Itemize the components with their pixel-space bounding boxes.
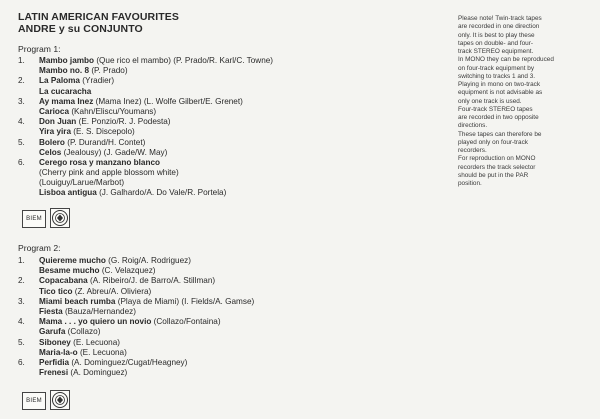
track-title: Maria-la-o: [39, 347, 78, 357]
track-row: [18, 348, 318, 358]
track-title: Fiesta: [39, 306, 63, 316]
track-text: [39, 178, 124, 188]
track-title: Mambo jambo: [39, 56, 95, 65]
note-line: on four-track equipment by: [458, 64, 535, 72]
track-number: 5.: [18, 337, 25, 347]
track-row: [18, 138, 318, 148]
playback-note: [458, 15, 590, 188]
track-title: Besame mucho: [39, 266, 100, 276]
track-title: Carioca: [39, 106, 70, 116]
track-row: [18, 266, 318, 276]
track-text: [39, 276, 215, 286]
album-title: LATIN AMERICAN FAVOURITES: [18, 11, 179, 23]
track-number: 3.: [18, 296, 25, 306]
track-title: La cucaracha: [39, 86, 92, 96]
track-text: [39, 66, 128, 76]
track-credits: (J. Galhardo/A. Do Vale/R. Portela): [99, 188, 227, 198]
track-text: [39, 297, 254, 307]
track-text: [39, 256, 191, 266]
track-title: Don Juan: [39, 117, 77, 127]
track-number: 2.: [18, 276, 25, 286]
program-1-tracklist: [18, 56, 318, 199]
track-row: [18, 368, 318, 378]
track-number: 6.: [18, 357, 25, 367]
track-title: Miami beach rumba: [39, 296, 116, 306]
track-credits: (E. Ponzio/R. J. Podesta): [78, 117, 171, 127]
track-text: [39, 266, 156, 276]
track-row: [18, 307, 318, 317]
track-text: [39, 168, 179, 178]
program-2-tracklist: [18, 256, 318, 378]
track-number: 2.: [18, 76, 25, 86]
note-line: recorders.: [458, 147, 487, 154]
track-title: La Paloma: [39, 76, 80, 86]
biem-logo: BIEM: [22, 210, 46, 228]
track-row: [18, 127, 318, 137]
track-title: Mama . . . yo quiero un novio: [39, 317, 152, 327]
track-number: 4.: [18, 317, 25, 327]
track-row: [18, 76, 318, 86]
track-text: [39, 327, 100, 337]
track-credits: (Collazo): [67, 327, 101, 337]
note-line: track STEREO equipment.: [458, 48, 534, 55]
note-line: In MONO they can be reproduced: [458, 56, 554, 64]
track-title: Frenesi: [39, 368, 69, 378]
program-1-label: Program 1:: [18, 44, 61, 54]
track-row: [18, 158, 318, 168]
track-credits: (E. Lecuona): [79, 347, 127, 357]
track-text: [39, 56, 273, 66]
track-row: [18, 66, 318, 76]
track-text: [39, 188, 226, 198]
rights-society-seal-icon: [50, 390, 70, 410]
track-credits: (E. S. Discepolo): [73, 127, 135, 137]
track-row: [18, 327, 318, 337]
track-credits: (Que rico el mambo) (P. Prado/R. Karl/C. Towne): [96, 56, 274, 65]
track-title: Siboney: [39, 337, 71, 347]
track-credits: (Bauza/Hernandez): [64, 306, 136, 316]
track-text: [39, 87, 91, 97]
note-line: equipment is not advisable as: [458, 89, 543, 97]
note-line: position.: [458, 180, 482, 187]
note-line: switching to tracks 1 and 3.: [458, 72, 536, 80]
note-line: played only on four-track: [458, 138, 528, 146]
track-number: 3.: [18, 96, 25, 106]
track-credits: (A. Dominguez): [70, 368, 128, 378]
track-row: [18, 338, 318, 348]
program-2-label: Program 2:: [18, 243, 61, 253]
track-row: [18, 178, 318, 188]
track-title: Mambo no. 8: [39, 66, 90, 76]
track-credits: (Collazo/Fontaina): [153, 317, 221, 327]
track-row: [18, 97, 318, 107]
track-row: [18, 168, 318, 178]
track-title: Quiereme mucho: [39, 256, 106, 265]
track-credits: (P. Prado): [91, 66, 128, 76]
note-line: Please note! Twin-track tapes: [458, 15, 542, 22]
note-line: only one track is used.: [458, 97, 522, 105]
artist-name: ANDRE y su CONJUNTO: [18, 23, 143, 35]
track-credits: (Playa de Miami) (I. Fields/A. Gamse): [117, 296, 255, 306]
track-text: [39, 287, 151, 297]
track-text: [39, 368, 127, 378]
track-row: [18, 117, 318, 127]
track-title: Cerego rosa y manzano blanco: [39, 157, 161, 167]
track-row: [18, 297, 318, 307]
note-line: These tapes can therefore be: [458, 130, 542, 138]
track-credits: (Kahn/Eliscu/Youmans): [71, 106, 157, 116]
note-line: recorders the track selector: [458, 163, 536, 171]
track-text: [39, 138, 145, 148]
track-text: [39, 148, 167, 158]
note-line: are recorded in one direction: [458, 23, 540, 31]
track-number: 5.: [18, 137, 25, 147]
track-text: [39, 338, 120, 348]
track-number: 1.: [18, 256, 25, 265]
track-text: [39, 348, 127, 358]
track-credits: (Yradier): [82, 76, 115, 86]
track-credits: (Louiguy/Larue/Marbot): [39, 178, 125, 188]
track-text: [39, 307, 136, 317]
track-title: Perfidia: [39, 357, 70, 367]
track-row: [18, 256, 318, 266]
track-row: [18, 358, 318, 368]
track-title: Yira yira: [39, 127, 72, 137]
track-credits: (A. Dominguez/Cugat/Heagney): [71, 357, 188, 367]
note-line: directions.: [458, 122, 488, 130]
track-number: 1.: [18, 56, 25, 65]
track-credits: (C. Velazquez): [101, 266, 156, 276]
track-title: Bolero: [39, 137, 65, 147]
note-line: only. It is best to play these: [458, 31, 535, 39]
track-row: [18, 107, 318, 117]
note-line: tapes on double- and four-: [458, 39, 533, 47]
track-credits: (G. Roig/A. Rodriguez): [108, 256, 191, 265]
track-text: [39, 127, 135, 137]
track-text: [39, 76, 114, 86]
track-title: Celos: [39, 147, 62, 157]
track-title: Ay mama Inez: [39, 96, 94, 106]
track-row: [18, 317, 318, 327]
track-title: Copacabana: [39, 276, 88, 286]
biem-logo: BIEM: [22, 392, 46, 410]
track-row: [18, 148, 318, 158]
track-credits: (Cherry pink and apple blossom white): [39, 168, 179, 178]
track-text: [39, 358, 187, 368]
track-row: [18, 87, 318, 97]
track-credits: (P. Durand/H. Contet): [67, 137, 146, 147]
track-title: Garufa: [39, 327, 66, 337]
note-line: are recorded in two opposite: [458, 114, 539, 121]
note-line: Playing in mono on two-track: [458, 81, 541, 88]
track-number: 4.: [18, 117, 25, 127]
track-credits: (Mama Inez) (L. Wolfe Gilbert/E. Grenet): [95, 96, 243, 106]
track-text: [39, 97, 243, 107]
note-line: should be put in the PAR: [458, 171, 529, 179]
track-credits: (Z. Abreu/A. Oliviera): [74, 286, 152, 296]
track-text: [39, 158, 160, 168]
track-row: [18, 287, 318, 297]
track-credits: (A. Ribeiro/J. de Barro/A. Stillman): [89, 276, 216, 286]
note-line: For reproduction on MONO: [458, 155, 536, 163]
track-credits: (Jealousy) (J. Gade/W. May): [63, 147, 168, 157]
track-row: [18, 188, 318, 198]
track-title: Tico tico: [39, 286, 73, 296]
track-text: [39, 107, 156, 117]
track-credits: (E. Lecuona): [73, 337, 121, 347]
track-number: 6.: [18, 157, 25, 167]
rights-society-seal-icon: [50, 208, 70, 228]
track-text: [39, 117, 171, 127]
note-line: Four-track STEREO tapes: [458, 105, 533, 113]
track-text: [39, 317, 221, 327]
track-title: Lisboa antigua: [39, 188, 97, 198]
track-row: [18, 276, 318, 286]
track-row: [18, 56, 318, 66]
